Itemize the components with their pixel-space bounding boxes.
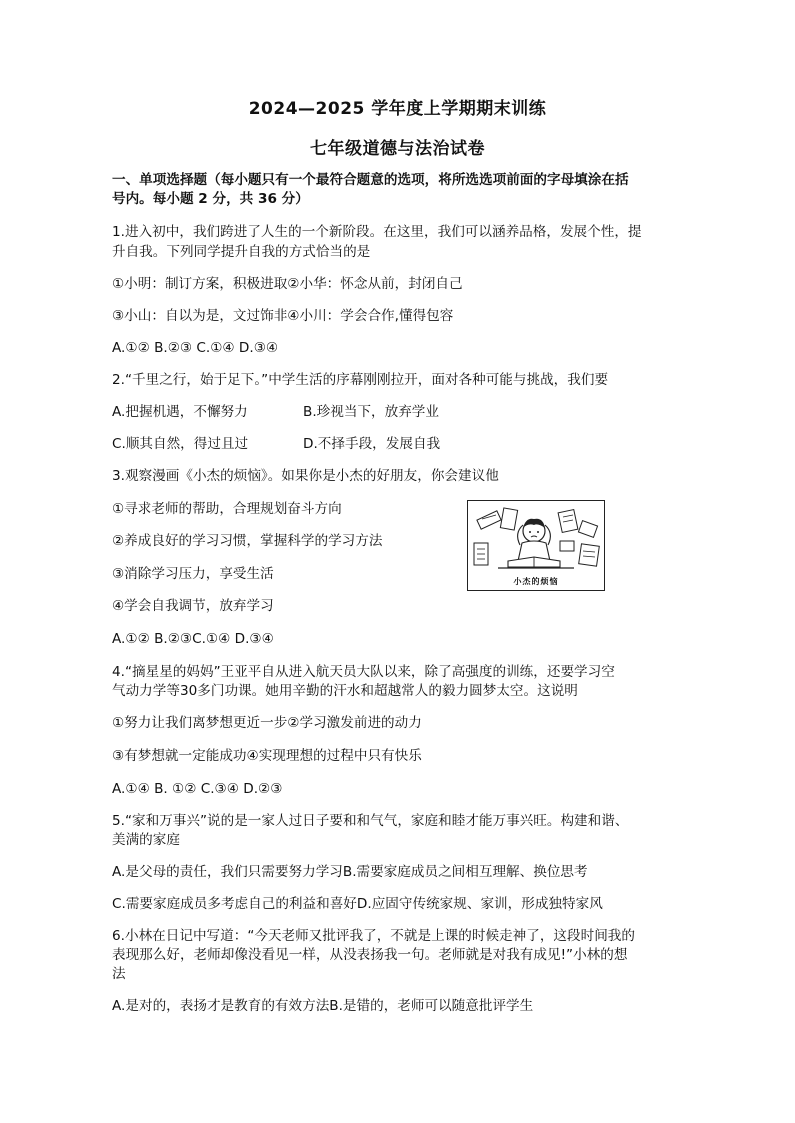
q4-options: A.①④ B. ①② C.③④ D.②③: [112, 781, 283, 797]
q1-stem-line2: 升自我。下列同学提升自我的方式恰当的是: [112, 244, 371, 260]
q4-item1: ①努力让我们离梦想更近一步②学习激发前进的动力: [112, 715, 422, 731]
q3-stem: 3.观察漫画《小杰的烦恼》。如果你是小杰的好朋友，你会建议他: [112, 468, 499, 484]
q5-options-ab: A.是父母的责任，我们只需要努力学习B.需要家庭成员之间相互理解、换位思考: [112, 864, 588, 880]
q5-options-cd: C.需要家庭成员多考虑自己的利益和喜好D.应固守传统家规、家训，形成独特家风: [112, 896, 603, 912]
q6-options-ab: A.是对的，表扬才是教育的有效方法B.是错的，老师可以随意批评学生: [112, 998, 534, 1014]
q5-stem-line1: 5.“家和万事兴”说的是一家人过日子要和和气气，家庭和睦才能万事兴旺。构建和谐、: [112, 813, 629, 829]
exam-title: 2024—2025 学年度上学期期末训练: [248, 99, 547, 119]
q2-option-a: A.把握机遇，不懈努力: [112, 404, 248, 420]
q6-stem-line2: 表现那么好，老师却像没看见一样，从没表扬我一句。老师就是对我有成见!”小林的想: [112, 947, 628, 963]
q4-stem-line2: 气动力学等30多门功课。她用辛勤的汗水和超越常人的毅力圆梦太空。这说明: [112, 683, 578, 699]
exam-subtitle: 七年级道德与法治试卷: [310, 139, 485, 159]
q4-stem-line1: 4.“摘星星的妈妈”王亚平自从进入航天员大队以来，除了高强度的训练，还要学习空: [112, 664, 615, 680]
q2-option-c: C.顺其自然，得过且过: [112, 436, 249, 452]
q2-stem: 2.“千里之行，始于足下。”中学生活的序幕刚刚拉开，面对各种可能与挑战，我们要: [112, 372, 609, 388]
q3-item1: ①寻求老师的帮助，合理规划奋斗方向: [112, 501, 342, 517]
cartoon-caption: 小杰的烦恼: [513, 577, 559, 586]
q5-stem-line2: 美满的家庭: [112, 832, 180, 848]
section-heading-line1: 一、单项选择题（每小题只有一个最符合题意的选项，将所选选项前面的字母填涂在括: [112, 172, 629, 188]
q2-option-d: D.不择手段，发展自我: [303, 436, 441, 452]
q2-option-b: B.珍视当下，放弃学业: [303, 404, 439, 420]
q3-item2: ②养成良好的学习习惯，掌握科学的学习方法: [112, 533, 383, 549]
q1-options: A.①② B.②③ C.①④ D.③④: [112, 340, 279, 356]
q1-item1: ①小明：制订方案，积极进取②小华：怀念从前，封闭自己: [112, 276, 463, 292]
section-heading-line2: 号内。每小题 2 分，共 36 分）: [112, 191, 309, 207]
q6-stem-line3: 法: [112, 966, 126, 982]
cartoon-image: [467, 500, 605, 591]
q4-item2: ③有梦想就一定能成功④实现理想的过程中只有快乐: [112, 748, 422, 764]
q3-options: A.①② B.②③C.①④ D.③④: [112, 631, 274, 647]
q3-item4: ④学会自我调节，放弃学习: [112, 598, 274, 614]
q1-stem-line1: 1.进入初中，我们跨进了人生的一个新阶段。在这里，我们可以涵养品格，发展个性，提: [112, 224, 642, 240]
q3-item3: ③消除学习压力，享受生活: [112, 566, 274, 582]
q6-stem-line1: 6.小林在日记中写道：“今天老师又批评我了，不就是上课的时候走神了，这段时间我的: [112, 928, 635, 944]
q1-item2: ③小山：自以为是，文过饰非④小川：学会合作,懂得包容: [112, 308, 454, 324]
